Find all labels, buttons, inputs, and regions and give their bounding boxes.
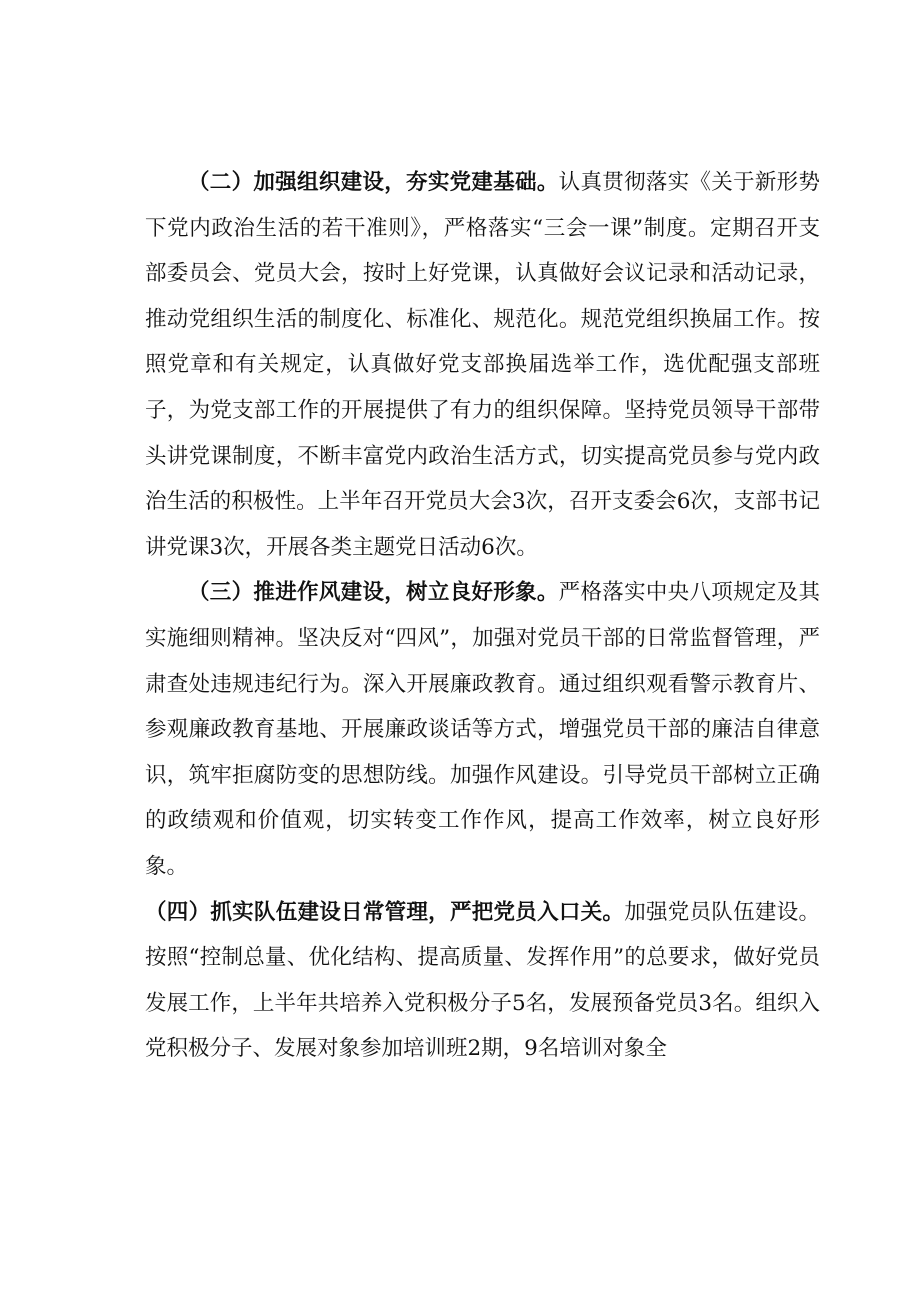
section-body-4: 加强党员队伍建设。按照“控制总量、优化结构、提高质量、发挥作用”的总要求，做好党员发展工作，上半年共培养入党积极分子5名，发展预备党员3名。组织入党积极分子、发展对象参加培训班2期，9名培训对象全 [145,899,820,1062]
section-heading-2: （二）加强组织建设，夯实党建基础。 [188,170,559,195]
paragraph-style-building [145,570,820,889]
paragraph-organization-building [145,160,820,570]
section-body-3: 严格落实中央八项规定及其实施细则精神。坚决反对“四风”，加强对党员干部的日常监督管理，严肃查处违规违纪行为。深入开展廉政教育。通过组织观看警示教育片、参观廉政教育基地、开展廉政谈话等方式，增强党员干部的廉洁自律意识，筑牢拒腐防变的思想防线。加强作风建设。引导党员干部树立正确的政绩观和价值观，切实转变工作作风，提高工作效率，树立良好形象。 [145,580,820,879]
section-body-2: 认真贯彻落实《关于新形势下党内政治生活的若干准则》，严格落实“三会一课”制度。定期召开支部委员会、党员大会，按时上好党课，认真做好会议记录和活动记录，推动党组织生活的制度化、标准化、规范化。规范党组织换届工作。按照党章和有关规定，认真做好党支部换届选举工作，选优配强支部班子，为党支部工作的开展提供了有力的组织保障。坚持党员领导干部带头讲党课制度，不断丰富党内政治生活方式，切实提高党员参与党内政治生活的积极性。上半年召开党员大会3次，召开支委会6次，支部书记讲党课3次，开展各类主题党日活动6次。 [145,170,820,560]
section-heading-3: （三）推进作风建设，树立良好形象。 [188,580,559,606]
document-body [145,160,820,1072]
section-heading-4: （四）抓实队伍建设日常管理，严把党员入口关。 [145,899,625,925]
paragraph-team-building [145,890,820,1072]
